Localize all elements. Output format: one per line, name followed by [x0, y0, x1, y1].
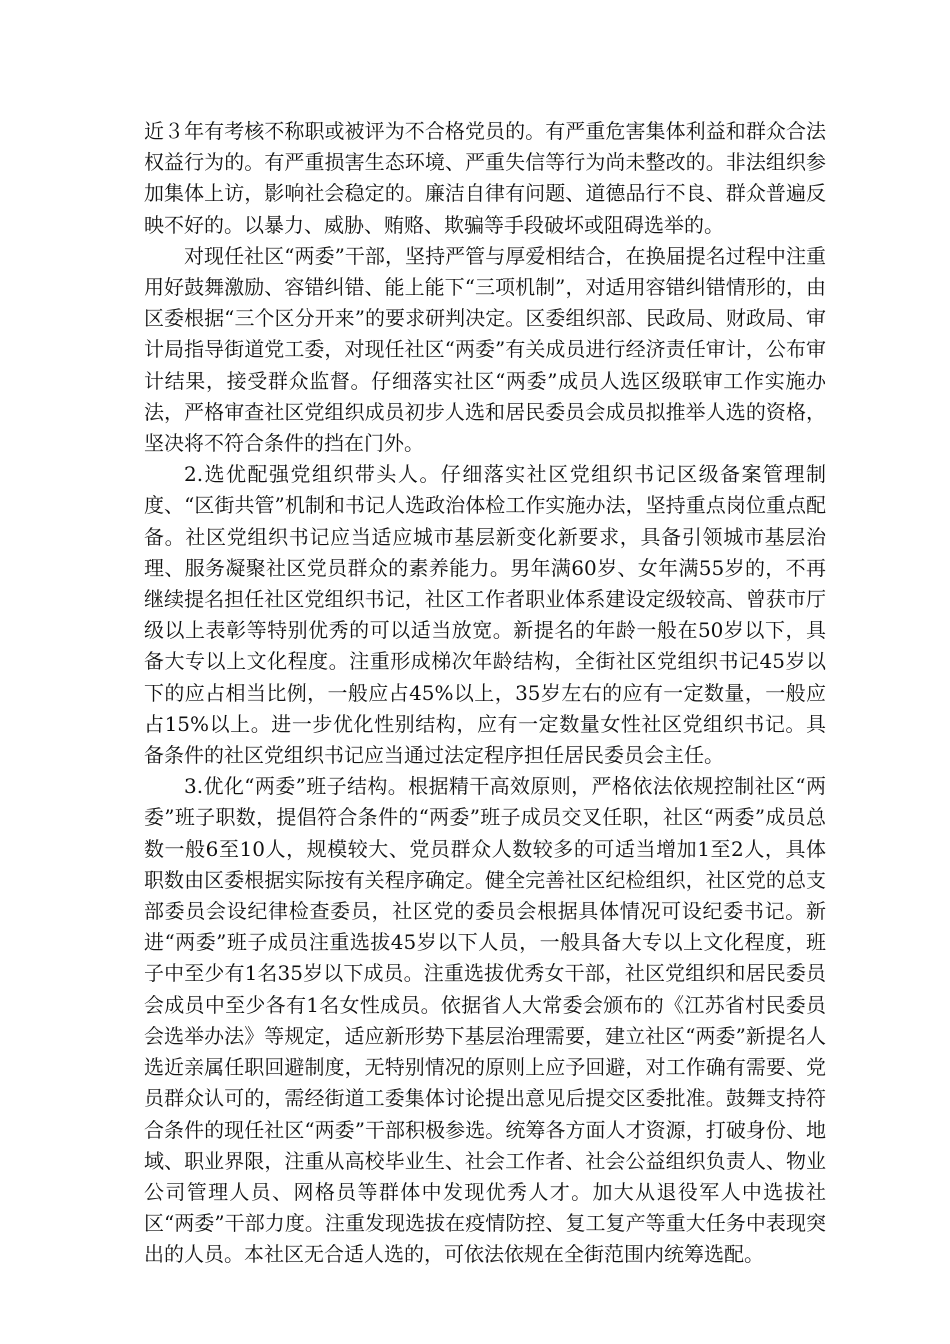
paragraph-disqualification-list: 近３年有考核不称职或被评为不合格党员的。有严重危害集体利益和群众合法权益行为的。有严重损害生态环境、严重失信等行为尚未整改的。非法组织参加集体上访，影响社会稳定的。廉洁自律有问题、道德品行不良、群众普遍反映不好的。以暴力、威胁、贿赂、欺骗等手段破坏或阻碍选举的。 — [144, 119, 826, 237]
document-body — [144, 116, 826, 1271]
paragraph-party-leader-selection: 2.选优配强党组织带头人。仔细落实社区党组织书记区级备案管理制度、“区街共管”机制和书记人选政治体检工作实施办法，坚持重点岗位重点配备。社区党组织书记应当适应城市基层新变化新要求，具备引领城市基层治理、服务凝聚社区党员群众的素养能力。男年满60岁、女年满55岁的，不再继续提名担任社区党组织书记，社区工作者职业体系建设定级较高、曾获市厅级以上表彰等特别优秀的可以适当放宽。新提名的年龄一般在50岁以下，具备大专以上文化程度。注重形成梯次年龄结构，全街社区党组织书记45岁以下的应占相当比例，一般应占45%以上，35岁左右的应有一定数量，一般应占15%以上。进一步优化性别结构，应有一定数量女性社区党组织书记。具备条件的社区党组织书记应当通过法定程序担任居民委员会主任。 — [144, 462, 826, 768]
paragraph-committee-structure: 3.优化“两委”班子结构。根据精干高效原则，严格依法依规控制社区“两委”班子职数，提倡符合条件的“两委”班子成员交叉任职，社区“两委”成员总数一般6至10人，规模较大、党员群众人数较多的可适当增加1至2人，具体职数由区委根据实际按有关程序确定。健全完善社区纪检组织，社区党的总支部委员会设纪律检查委员，社区党的委员会根据具体情况可设纪委书记。新进“两委”班子成员注重选拔45岁以下人员，一般具备大专以上文化程度，班子中至少有1名35岁以下成员。注重选拔优秀女干部，社区党组织和居民委员会成员中至少各有1名女性成员。依据省人大常委会颁布的《江苏省村民委员会选举办法》等规定，适应新形势下基层治理需要，建立社区“两委”新提名人选近亲属任职回避制度，无特别情况的原则上应予回避，对工作确有需要、党员群众认可的，需经街道工委集体讨论提出意见后提交区委批准。鼓舞支持符合条件的现任社区“两委”干部积极参选。统筹各方面人才资源，打破身份、地域、职业界限，注重从高校毕业生、社会工作者、社会公益组织负责人、物业公司管理人员、网格员等群体中发现优秀人才。加大从退役军人中选拔社区“两委”干部力度。注重发现选拔在疫情防控、复工复产等重大任务中表现突出的人员。本社区无合适人选的，可依法依规在全街范围内统筹选配。 — [144, 774, 826, 1267]
paragraph-current-cadres: 对现任社区“两委”干部，坚持严管与厚爱相结合，在换届提名过程中注重用好鼓舞激励、容错纠错、能上能下“三项机制”，对适用容错纠错情形的，由区委根据“三个区分开来”的要求研判决定。区委组织部、民政局、财政局、审计局指导街道党工委，对现任社区“两委”有关成员进行经济责任审计，公布审计结果，接受群众监督。仔细落实社区“两委”成员人选区级联审工作实施办法，严格审查社区党组织成员初步人选和居民委员会成员拟推举人选的资格，坚决将不符合条件的挡在门外。 — [144, 243, 826, 456]
